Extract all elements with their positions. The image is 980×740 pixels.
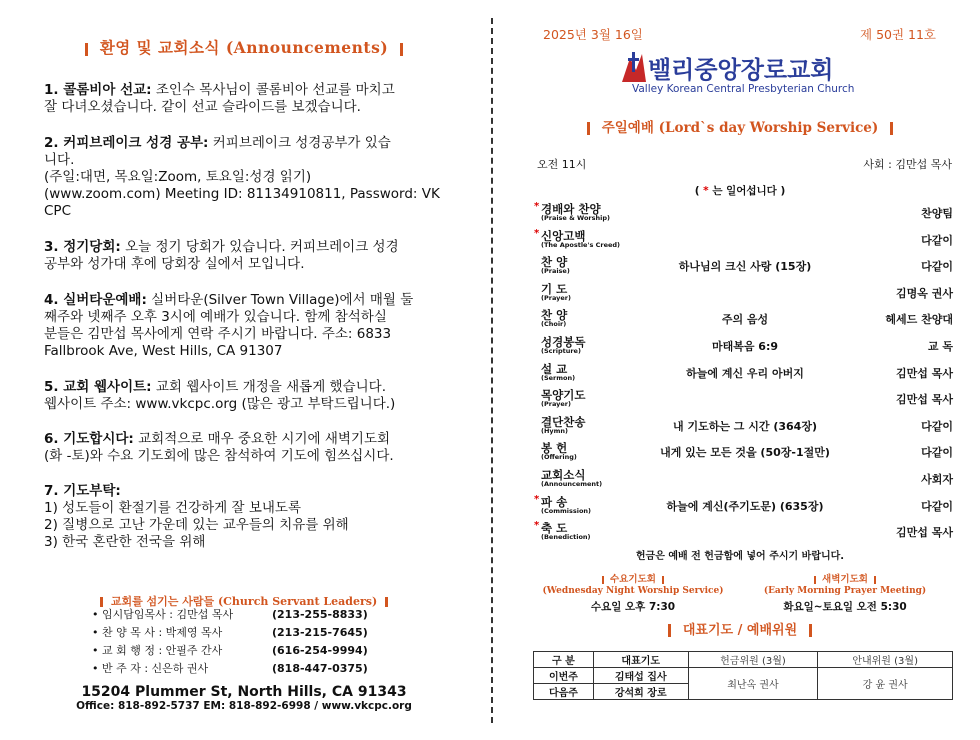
announcement-item: 3. 정기당회: 오늘 정기 당회가 있습니다. 커피브레이크 성경 공부와 성가대 후에 당회장 실에서 모입니다. [44,239,399,272]
wednesday-prayer: 수요기도회 (Wednesday Night Worship Service) 수요일 오후 7:30 [542,574,724,613]
order-item-name: 봉 헌 [541,441,568,456]
order-item-person: 헤세드 찬양대 [885,313,953,327]
order-item-detail: 하늘에 계신(주기도문) (635장) [666,499,824,513]
announcements-page [0,0,488,740]
order-item-detail: 마태복음 6:9 [711,339,779,353]
star-icon: * [703,185,709,197]
order-item-english: (Prayer) [541,293,571,302]
service-order-row [535,491,953,518]
order-item-detail: 하늘에 계신 우리 아버지 [686,366,804,380]
order-item-person: 김만섭 목사 [896,526,953,540]
order-of-service [535,198,953,544]
order-item-name: 결단찬송 [541,414,586,429]
dawn-prayer: 새벽기도회 (Early Morning Prayer Meeting) 화요일~토요일 오전 5:30 [763,574,927,613]
order-item-person: 다같이 [921,233,953,247]
order-item-detail: 내 기도하는 그 시간 (364장) [673,419,817,433]
service-time: 오전 11시 [537,158,587,171]
church-logo [618,48,858,100]
order-item-detail: 주의 음성 [721,313,769,327]
order-item-detail: 하나님의 크신 사랑 (15장) [678,260,812,274]
order-item-person: 김만섭 목사 [896,366,953,380]
representative-title: 대표기도 / 예배위원 [500,619,980,638]
servant-row: • 반 주 자 : 신은하 권사 (818-447-0375) [92,662,368,675]
table-header-row: 구 분 대표기도 헌금위원 (3월) 안내위원 (3월) [534,652,953,668]
service-order-row [535,358,953,385]
order-item-person: 교 독 [927,339,953,353]
order-item-name: 설 교 [541,361,568,376]
order-item-person: 김명옥 권사 [896,286,953,300]
order-item-english: (Offering) [541,453,577,462]
order-item-name: 찬 양 [541,308,568,323]
presider: 사회 : 김만섭 목사 [863,158,952,171]
service-order-row [535,251,953,278]
order-item-name: * 축 도 [534,520,568,536]
star-icon: * [534,227,540,239]
order-item-person: 사회자 [921,472,953,486]
announcement-item: 5. 교회 웹사이트: 교회 웹사이트 개정을 새롭게 했습니다. 웹사이트 주소: www.vkcpc.org (많은 광고 부탁드립니다.) [44,379,396,412]
bulletin-date: 2025년 3월 16일 [543,27,643,42]
church-address: 15204 Plummer St, North Hills, CA 91343 [81,684,407,700]
order-item-english: (Praise) [541,267,570,276]
order-item-english: (Scripture) [541,346,581,355]
announcement-item: 4. 실버타운예배: 실버타운(Silver Town Village)에서 매월 둘 째주와 넷째주 오후 3시에 예배가 있습니다. 함께 참석하실 분들은 김만섭 목사에게 연락 주시기 바랍니다. 주소: 6833 Fallbrook Ave, West Hills, CA 91307 [44,292,414,359]
order-item-name: 기 도 [541,281,568,296]
order-item-detail: 내게 있는 모든 것을 (50장-1절만) [660,446,830,460]
order-item-name: * 파 송 [534,493,568,509]
order-item-person: 다같이 [921,419,953,433]
page-divider [491,18,493,723]
church-cross-icon [620,50,648,84]
order-item-person: 다같이 [921,499,953,513]
servants-list [92,606,392,678]
offering-note: 헌금은 예배 전 헌금함에 넣어 주시기 바랍니다. [635,551,845,562]
announcement-item: 6. 기도합시다: 교회적으로 매우 중요한 시기에 새벽기도회 (화 -토)와 수요 기도회에 많은 참석하여 기도에 힘쓰십시다. [44,431,394,464]
order-item-name: 성경봉독 [541,334,586,349]
service-order-row [535,411,953,438]
order-item-person: 김만섭 목사 [896,393,953,407]
service-order-row [535,331,953,358]
title-bar-right [400,43,403,56]
announcement-item: 7. 기도부탁: 1) 성도들이 환절기를 건강하게 잘 보내도록 2) 질병으로 고난 가운데 있는 교우들의 치유를 위해 3) 한국 혼란한 전국을 위해 [44,483,349,550]
announcement-item: 1. 콜롬비아 선교: 조인수 목사님이 콜롬비아 선교를 마치고 잘 다녀오셨습니다. 같이 선교 슬라이드를 보겠습니다. [44,82,395,115]
order-item-english: (Sermon) [541,373,576,382]
service-order-row [535,198,953,225]
order-item-person: 다같이 [921,446,953,460]
service-order-row [535,384,953,411]
order-item-english: (Announcement) [541,479,603,488]
servant-row: • 교 회 행 정 : 안필주 간사 (616-254-9994) [92,644,368,657]
service-order-row [535,517,953,544]
order-item-english: (Choir) [541,320,567,329]
order-item-english: (The Apostle's Creed) [541,240,621,249]
title-bar-left [85,43,88,56]
servant-row: • 찬 양 목 사 : 박제영 목사 (213-215-7645) [92,626,368,639]
order-item-name: 교회소식 [541,467,586,482]
church-name-english: Valley Korean Central Presbyterian Church [632,83,855,95]
table-row: 이번주 김태섭 집사 최난옥 권사 강 윤 권사 [534,668,953,684]
service-order-row [535,304,953,331]
star-icon: * [534,493,540,505]
order-item-name: * 경배와 찬양 [534,201,601,216]
order-item-name: 찬 양 [541,255,568,270]
service-order-row [535,437,953,464]
worship-title: 주일예배 (Lord`s day Worship Service) [500,116,980,136]
star-icon: * [534,201,540,212]
order-item-person: 다같이 [921,260,953,274]
order-item-person: 찬양팀 [921,207,953,220]
order-item-name: * 신앙고백 [534,227,586,243]
stand-notice: ( * 는 일어섭니다 ) [694,185,786,197]
committee-table [533,651,953,700]
order-item-name: 목양기도 [541,388,586,403]
order-item-english: (Commission) [541,506,592,515]
bulletin-page [500,0,980,740]
service-order-row [535,278,953,305]
servant-row: • 임시담임목사 : 김만섭 목사 (213-255-8833) [92,608,368,621]
servants-title: 교회를 섬기는 사람들 (Church Servant Leaders) [0,593,488,609]
announcements-title: 환영 및 교회소식 (Announcements) [0,36,488,58]
order-item-english: (Hymn) [541,426,569,435]
order-item-english: (Prayer) [541,400,571,409]
table-row: 다음주 강석희 장로 [534,684,953,700]
bulletin-volume: 제 50권 11호 [860,27,936,42]
church-name-korean: 밸리중앙장로교회 [648,56,834,84]
announcement-item: 2. 커피브레이크 성경 공부: 커피브레이크 성경공부가 있습 니다. (주일:대면, 목요일:Zoom, 토요일:성경 읽기) (www.zoom.com) Meeting ID: 81134910811, Password: VK CPC [44,135,440,219]
service-order-row [535,464,953,491]
star-icon: * [534,520,540,532]
service-order-row [535,225,953,252]
order-item-english: (Benediction) [541,533,591,542]
office-contact: Office: 818-892-5737 EM: 818-892-6998 / www.vkcpc.org [76,700,412,712]
order-item-english: (Praise & Worship) [541,214,610,222]
